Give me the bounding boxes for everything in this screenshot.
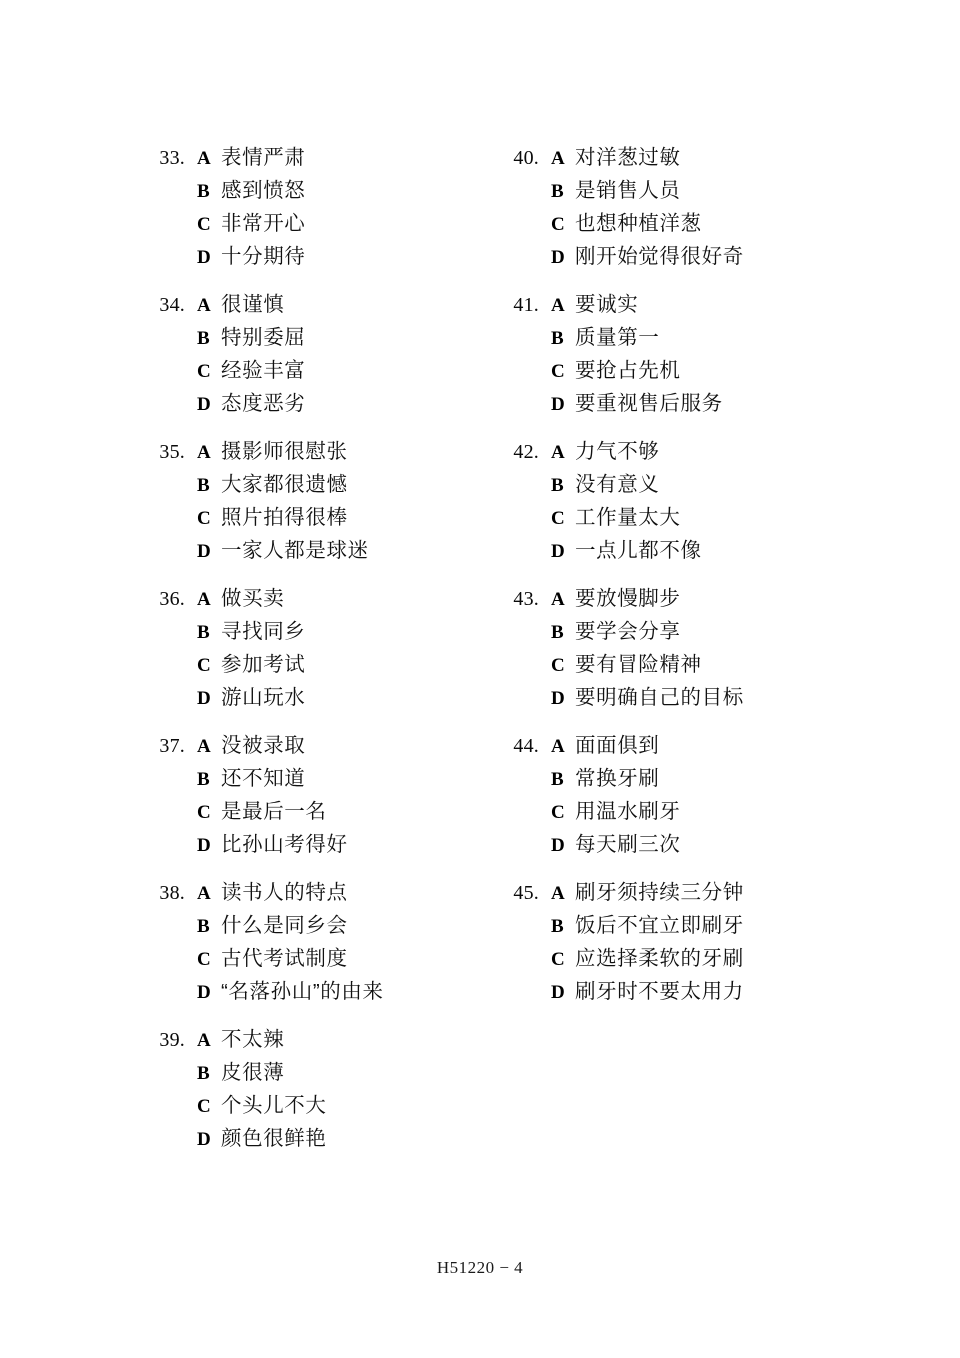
option-letter: B: [551, 916, 564, 937]
option-text: 面面俱到: [575, 734, 660, 757]
option-letter: A: [197, 295, 211, 316]
option-letter: C: [551, 361, 565, 382]
option-letter: C: [197, 655, 211, 676]
option-text: 态度恶劣: [221, 392, 306, 415]
option-row[interactable]: [143, 728, 483, 761]
option-letter: C: [197, 802, 211, 823]
option-text: 大家都很遗憾: [221, 473, 348, 496]
option-text: 常换牙刷: [575, 767, 660, 790]
option-letter: B: [197, 1063, 210, 1084]
option-letter: A: [551, 736, 565, 757]
option-row[interactable]: [497, 974, 857, 1007]
option-letter: B: [197, 916, 210, 937]
option-row[interactable]: [497, 173, 857, 206]
option-text: 要放慢脚步: [575, 587, 681, 610]
option-row[interactable]: [143, 761, 483, 794]
option-letter: D: [551, 688, 565, 709]
option-text: 是销售人员: [575, 179, 681, 202]
question-number: 38.: [159, 882, 185, 904]
question-group: [143, 581, 483, 713]
option-text: 个头儿不大: [221, 1094, 327, 1117]
question-number: 45.: [513, 882, 539, 904]
option-text: 没被录取: [221, 734, 306, 757]
option-text: 要学会分享: [575, 620, 681, 643]
option-letter: C: [551, 214, 565, 235]
option-text: 要抢占先机: [575, 359, 681, 382]
option-text: 古代考试制度: [221, 947, 348, 970]
question-number: 39.: [159, 1029, 185, 1051]
option-row[interactable]: [497, 581, 857, 614]
option-text: 一点儿都不像: [575, 539, 702, 562]
option-text: 每天刷三次: [575, 833, 681, 856]
option-row[interactable]: [497, 908, 857, 941]
option-letter: C: [197, 1096, 211, 1117]
question-number: 34.: [159, 294, 185, 316]
option-text: 照片拍得很棒: [221, 506, 348, 529]
option-row[interactable]: [143, 875, 483, 908]
option-text: 要诚实: [575, 293, 639, 316]
option-text: 工作量太大: [575, 506, 681, 529]
option-letter: B: [197, 328, 210, 349]
option-letter: A: [551, 589, 565, 610]
option-text: 应选择柔软的牙刷: [575, 947, 744, 970]
option-row[interactable]: [143, 140, 483, 173]
option-row[interactable]: [497, 434, 857, 467]
option-row[interactable]: [497, 320, 857, 353]
option-row[interactable]: [497, 680, 857, 713]
option-row[interactable]: [497, 287, 857, 320]
option-row[interactable]: [497, 500, 857, 533]
option-letter: C: [197, 949, 211, 970]
question-number: 37.: [159, 735, 185, 757]
question-group: [143, 875, 483, 1007]
page-footer: H51220 − 4: [436, 1258, 524, 1277]
option-text: 寻找同乡: [221, 620, 306, 643]
option-letter: C: [551, 802, 565, 823]
question-number: 44.: [513, 735, 539, 757]
question-group: [497, 581, 857, 713]
option-letter: C: [197, 361, 211, 382]
question-number: 41.: [513, 294, 539, 316]
option-letter: B: [551, 475, 564, 496]
option-row[interactable]: [143, 353, 483, 386]
option-letter: C: [551, 949, 565, 970]
option-text: 摄影师很慰张: [221, 440, 348, 463]
option-text: 做买卖: [221, 587, 285, 610]
option-text: 还不知道: [221, 767, 306, 790]
option-row[interactable]: [497, 728, 857, 761]
option-letter: B: [197, 769, 210, 790]
question-group: [143, 728, 483, 860]
option-text: 读书人的特点: [221, 881, 348, 904]
question-column-right: [497, 140, 857, 1007]
question-group: [143, 1022, 483, 1154]
option-row[interactable]: [497, 941, 857, 974]
option-text: 要明确自己的目标: [575, 686, 744, 709]
option-letter: A: [551, 442, 565, 463]
option-letter: D: [197, 982, 211, 1003]
option-text: 要重视售后服务: [575, 392, 723, 415]
option-row[interactable]: [143, 500, 483, 533]
option-letter: C: [551, 655, 565, 676]
option-text: “名落孙山”的由来: [221, 980, 384, 1003]
option-row[interactable]: [143, 581, 483, 614]
option-row[interactable]: [497, 206, 857, 239]
option-row[interactable]: [143, 386, 483, 419]
question-number: 36.: [159, 588, 185, 610]
option-row[interactable]: [143, 680, 483, 713]
question-columns: [0, 140, 960, 1154]
option-row[interactable]: [497, 533, 857, 566]
option-row[interactable]: [143, 941, 483, 974]
question-number: 35.: [159, 441, 185, 463]
option-letter: A: [197, 736, 211, 757]
option-row[interactable]: [497, 794, 857, 827]
option-row[interactable]: [143, 647, 483, 680]
option-letter: A: [197, 883, 211, 904]
option-letter: A: [197, 1030, 211, 1051]
option-letter: D: [197, 394, 211, 415]
option-letter: D: [551, 247, 565, 268]
option-letter: D: [551, 835, 565, 856]
option-text: 一家人都是球迷: [221, 539, 369, 562]
option-text: 颜色很鲜艳: [221, 1127, 327, 1150]
option-letter: D: [551, 541, 565, 562]
option-text: 感到愤怒: [221, 179, 306, 202]
option-text: 参加考试: [221, 653, 306, 676]
question-group: [497, 728, 857, 860]
option-letter: D: [197, 541, 211, 562]
option-letter: C: [197, 508, 211, 529]
question-group: [497, 140, 857, 272]
option-row[interactable]: [497, 140, 857, 173]
option-row[interactable]: [143, 1121, 483, 1154]
option-row[interactable]: [497, 875, 857, 908]
option-text: 不太辣: [221, 1028, 285, 1051]
option-row[interactable]: [497, 467, 857, 500]
question-group: [143, 140, 483, 272]
option-row[interactable]: [497, 647, 857, 680]
option-text: 没有意义: [575, 473, 660, 496]
option-text: 比孙山考得好: [221, 833, 348, 856]
option-row[interactable]: [143, 908, 483, 941]
option-row[interactable]: [497, 827, 857, 860]
question-number: 42.: [513, 441, 539, 463]
question-group: [497, 875, 857, 1007]
question-number: 33.: [159, 147, 185, 169]
option-text: 对洋葱过敏: [575, 146, 681, 169]
question-number: 43.: [513, 588, 539, 610]
option-row[interactable]: [143, 287, 483, 320]
option-row[interactable]: [143, 239, 483, 272]
option-text: 是最后一名: [221, 800, 327, 823]
option-letter: B: [551, 622, 564, 643]
option-letter: B: [551, 181, 564, 202]
option-letter: A: [197, 442, 211, 463]
option-text: 也想种植洋葱: [575, 212, 702, 235]
question-group: [143, 287, 483, 419]
option-letter: D: [197, 688, 211, 709]
option-letter: D: [197, 1129, 211, 1150]
option-row[interactable]: [497, 761, 857, 794]
option-row[interactable]: [143, 434, 483, 467]
option-letter: D: [551, 982, 565, 1003]
option-row[interactable]: [497, 239, 857, 272]
option-text: 质量第一: [575, 326, 660, 349]
option-text: 什么是同乡会: [221, 914, 348, 937]
option-text: 用温水刷牙: [575, 800, 681, 823]
option-letter: D: [197, 247, 211, 268]
option-row[interactable]: [143, 614, 483, 647]
option-row[interactable]: [143, 320, 483, 353]
question-group: [143, 434, 483, 566]
option-text: 要有冒险精神: [575, 653, 702, 676]
option-letter: A: [551, 883, 565, 904]
option-text: 十分期待: [221, 245, 306, 268]
option-row[interactable]: [143, 827, 483, 860]
option-row[interactable]: [143, 467, 483, 500]
option-text: 饭后不宜立即刷牙: [575, 914, 744, 937]
option-letter: B: [197, 181, 210, 202]
option-text: 皮很薄: [221, 1061, 285, 1084]
option-text: 特别委屈: [221, 326, 306, 349]
option-text: 表情严肃: [221, 146, 306, 169]
option-text: 力气不够: [575, 440, 660, 463]
option-letter: B: [197, 475, 210, 496]
option-letter: A: [551, 148, 565, 169]
option-text: 很谨慎: [221, 293, 285, 316]
question-group: [497, 434, 857, 566]
question-column-left: [143, 140, 483, 1154]
option-row[interactable]: [143, 1055, 483, 1088]
option-letter: D: [197, 835, 211, 856]
option-row[interactable]: [497, 353, 857, 386]
option-letter: C: [197, 214, 211, 235]
option-letter: B: [551, 769, 564, 790]
option-row[interactable]: [143, 1022, 483, 1055]
option-text: 经验丰富: [221, 359, 306, 382]
option-letter: B: [197, 622, 210, 643]
option-row[interactable]: [143, 206, 483, 239]
option-row[interactable]: [497, 386, 857, 419]
question-number: 40.: [513, 147, 539, 169]
option-row[interactable]: [143, 1088, 483, 1121]
option-letter: C: [551, 508, 565, 529]
option-letter: B: [551, 328, 564, 349]
option-letter: A: [197, 148, 211, 169]
option-text: 刷牙须持续三分钟: [575, 881, 744, 904]
option-text: 刚开始觉得很好奇: [575, 245, 744, 268]
option-letter: A: [197, 589, 211, 610]
option-row[interactable]: [143, 794, 483, 827]
option-row[interactable]: [497, 614, 857, 647]
option-text: 游山玩水: [221, 686, 306, 709]
option-letter: D: [551, 394, 565, 415]
option-text: 非常开心: [221, 212, 306, 235]
option-row[interactable]: [143, 974, 483, 1007]
option-row[interactable]: [143, 533, 483, 566]
option-text: 刷牙时不要太用力: [575, 980, 744, 1003]
option-row[interactable]: [143, 173, 483, 206]
question-group: [497, 287, 857, 419]
option-letter: A: [551, 295, 565, 316]
